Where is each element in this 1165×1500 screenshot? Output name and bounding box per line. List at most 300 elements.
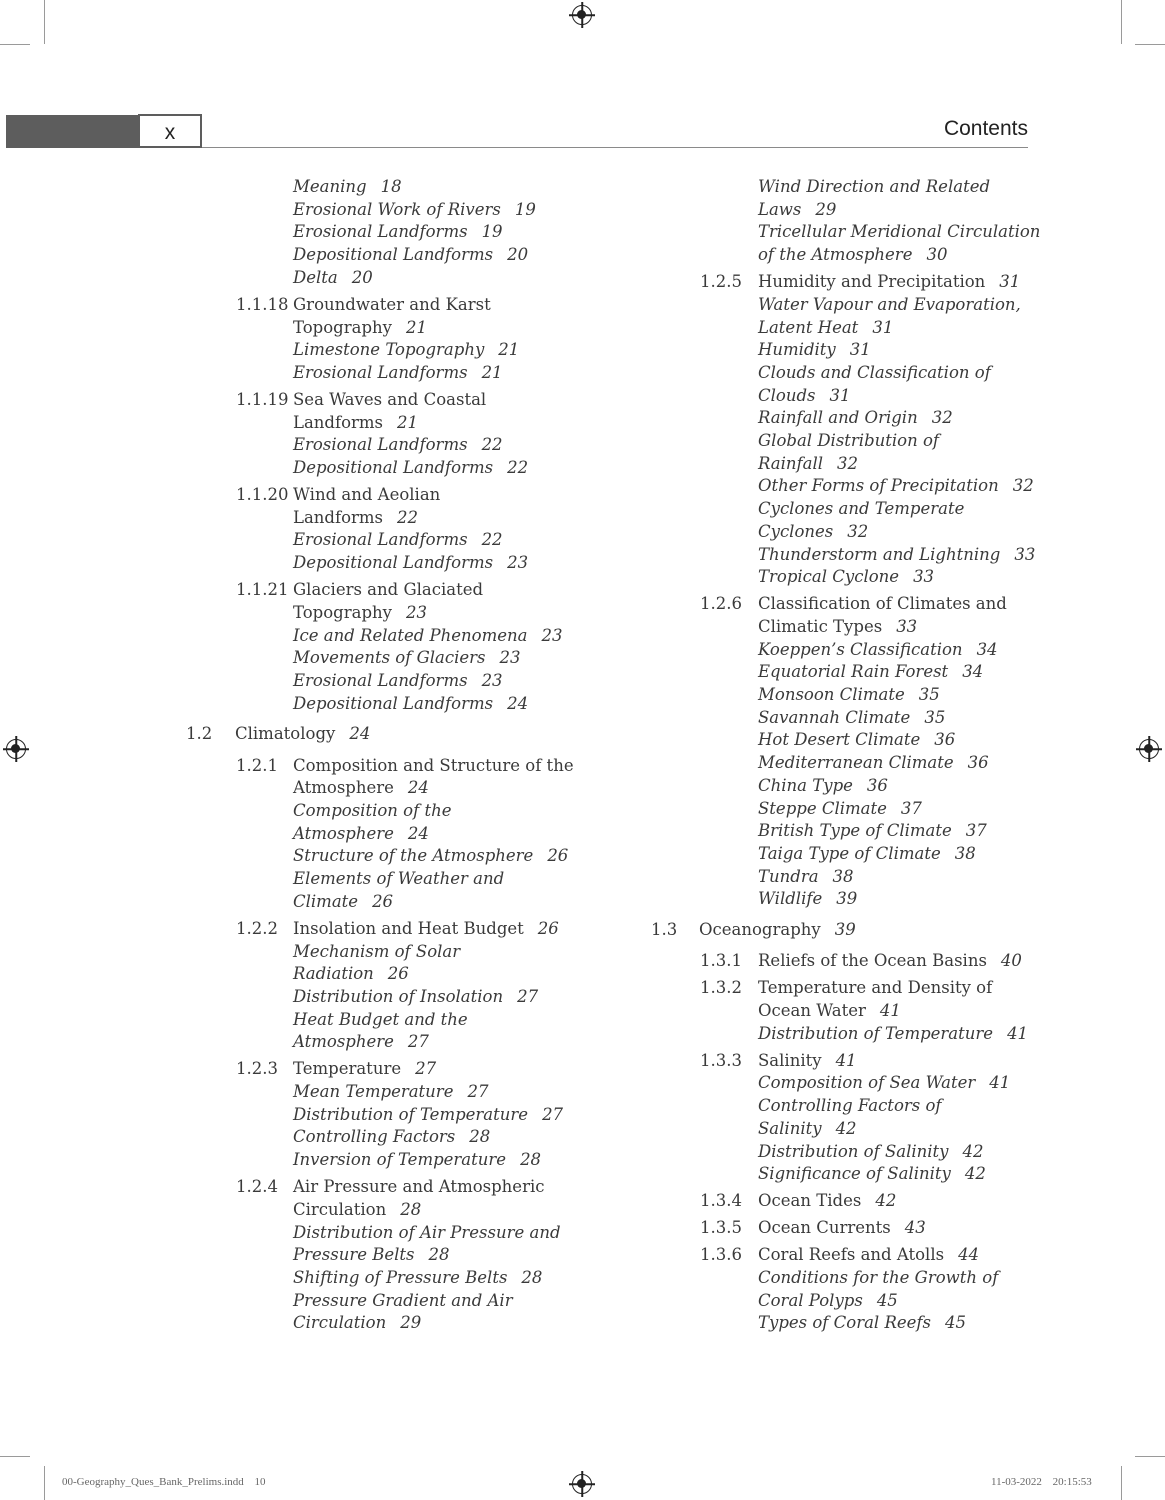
page-reference: 31 (999, 272, 1021, 292)
page-reference: 21 (405, 317, 427, 337)
section-title[interactable] (758, 1217, 926, 1239)
page-reference: 23 (541, 625, 563, 645)
subsection-title[interactable] (293, 362, 503, 384)
section-title[interactable] (758, 271, 1020, 293)
page-reference: 29 (815, 199, 837, 219)
subsection-title[interactable] (758, 1072, 1010, 1094)
section-title[interactable] (293, 507, 418, 529)
page-reference: 32 (847, 521, 869, 541)
subsection-title[interactable] (758, 843, 976, 865)
entry-text: Erosional Landforms (293, 222, 468, 242)
entry-text: Coral Polyps (758, 1290, 863, 1310)
subsection-title[interactable] (293, 176, 402, 198)
entry-text: Ocean Tides (758, 1191, 862, 1211)
page-reference: 20 (507, 245, 529, 265)
page-reference: 21 (498, 340, 520, 360)
subsection-title[interactable] (758, 475, 1034, 497)
page-reference: 28 (521, 1267, 543, 1287)
entry-text: Wind Direction and Related (758, 177, 991, 196)
page-reference: 18 (380, 177, 402, 196)
subsection-title[interactable] (758, 798, 922, 820)
entry-text: China Type (758, 775, 853, 795)
crop-mark (0, 44, 30, 45)
entry-text: Cyclones and Temperate (758, 499, 965, 519)
section-title[interactable] (293, 1058, 436, 1080)
entry-text: Global Distribution of (758, 431, 940, 450)
entry-text: Limestone Topography (293, 340, 485, 360)
page-reference: 24 (349, 724, 371, 744)
subsection-title[interactable] (758, 639, 998, 661)
entry-text: Ice and Related Phenomena (293, 625, 528, 645)
entry-text: Landforms (293, 507, 384, 527)
entry-text: Mechanism of Solar (293, 941, 461, 961)
subsection-title[interactable] (758, 707, 945, 729)
entry-text: Conditions for the Growth of (758, 1267, 999, 1287)
section-title[interactable] (293, 918, 559, 940)
section-title[interactable] (293, 602, 427, 624)
section-title[interactable] (293, 1176, 544, 1198)
entry-text: Depositional Landforms (293, 245, 494, 265)
entry-text: Pressure Belts (293, 1245, 415, 1265)
entry-text: Savannah Climate (758, 707, 911, 727)
subsection-title[interactable] (758, 566, 934, 588)
page-reference: 20 (351, 267, 373, 287)
entry-text: Water Vapour and Evaporation, (758, 294, 1021, 314)
section-title[interactable] (293, 484, 440, 506)
section-title[interactable] (758, 616, 917, 638)
page-reference: 40 (1000, 951, 1022, 971)
page-reference: 31 (849, 340, 871, 360)
subsection-title[interactable] (293, 457, 528, 479)
page-reference: 37 (965, 821, 987, 841)
page-reference: 45 (876, 1290, 898, 1310)
page-reference: 34 (976, 639, 998, 659)
subsection-title[interactable] (758, 498, 964, 520)
page-reference: 21 (397, 412, 419, 432)
subsection-title[interactable] (758, 1141, 984, 1163)
subsection-title[interactable] (293, 868, 504, 890)
entry-text: Circulation (293, 1199, 387, 1219)
page-reference: 33 (1014, 544, 1036, 564)
entry-text: Ocean Currents (758, 1218, 891, 1238)
subsection-title[interactable] (293, 1009, 468, 1031)
entry-text: Oceanography (699, 920, 821, 939)
entry-text: Pressure Gradient and Air (293, 1290, 513, 1310)
page-reference: 27 (467, 1082, 489, 1101)
entry-text: Atmosphere (293, 823, 394, 843)
section-title[interactable] (758, 1190, 896, 1212)
page-reference: 22 (507, 458, 529, 477)
page-reference: 28 (469, 1127, 491, 1147)
entry-text: Wildlife (758, 889, 823, 909)
page-reference: 28 (400, 1199, 422, 1219)
subsection-title[interactable] (758, 294, 1021, 316)
page-reference: 30 (926, 245, 948, 265)
subsection-title[interactable] (758, 199, 836, 221)
crop-mark (44, 1466, 45, 1500)
entry-text: Mediterranean Climate (758, 753, 954, 773)
entry-text: Types of Coral Reefs (758, 1313, 931, 1333)
entry-text: Depositional Landforms (293, 693, 494, 713)
section-number: 1.3.4 (700, 1191, 742, 1211)
entry-text: Elements of Weather and (293, 869, 505, 889)
entry-text: Inversion of Temperature (293, 1150, 507, 1170)
entry-text: Distribution of Salinity (758, 1141, 949, 1161)
entry-text: Delta (293, 267, 338, 287)
entry-text: Temperature (293, 1059, 402, 1079)
crop-mark (1121, 1466, 1122, 1500)
entry-text: Ocean Water (758, 1001, 866, 1020)
entry-text: Steppe Climate (758, 798, 887, 818)
entry-text: of the Atmosphere (758, 245, 913, 265)
entry-text: Humidity (758, 340, 836, 360)
entry-text: Circulation (293, 1313, 387, 1333)
page-reference: 24 (407, 778, 429, 798)
section-title[interactable] (758, 977, 992, 999)
entry-text: Distribution of Air Pressure and (293, 1222, 561, 1242)
entry-text: Temperature and Density of (758, 978, 993, 998)
page-reference: 24 (507, 693, 529, 713)
subsection-title[interactable] (293, 1149, 541, 1171)
entry-text: Climatic Types (758, 616, 883, 636)
subsection-title[interactable] (758, 244, 947, 266)
section-title[interactable] (293, 389, 486, 411)
subsection-title[interactable] (758, 176, 990, 198)
page-reference: 35 (918, 685, 940, 704)
subsection-title[interactable] (293, 1267, 542, 1289)
page-reference: 29 (400, 1313, 422, 1333)
entry-text: Tricellular Meridional Circulation (758, 222, 1041, 242)
section-title[interactable] (293, 1199, 421, 1221)
page-reference: 34 (962, 662, 984, 682)
page-reference: 38 (954, 843, 976, 863)
subsection-title[interactable] (293, 670, 503, 692)
section-title[interactable] (293, 317, 427, 339)
subsection-title[interactable] (758, 521, 868, 543)
page-reference: 23 (481, 670, 503, 690)
entry-text: Significance of Salinity (758, 1164, 951, 1184)
page-reference: 32 (1012, 476, 1034, 496)
entry-text: Erosional Landforms (293, 670, 468, 690)
subsection-title[interactable] (758, 752, 989, 774)
subsection-title[interactable] (758, 317, 893, 339)
entry-text: Meaning (293, 177, 367, 196)
subsection-title[interactable] (293, 267, 373, 289)
entry-text: Other Forms of Precipitation (758, 476, 999, 496)
subsection-title[interactable] (293, 434, 503, 456)
crop-mark (44, 0, 45, 44)
page-reference: 41 (835, 1050, 857, 1070)
page-number-box: x (138, 114, 202, 148)
crop-mark (0, 1456, 30, 1457)
entry-text: Reliefs of the Ocean Basins (758, 951, 987, 971)
subsection-title[interactable] (758, 888, 857, 910)
entry-text: Rainfall and Origin (758, 408, 918, 428)
page-reference: 27 (542, 1104, 564, 1124)
entry-text: Controlling Factors (293, 1127, 456, 1147)
subsection-title[interactable] (758, 339, 871, 361)
subsection-title[interactable] (293, 1126, 490, 1148)
crop-mark (1121, 0, 1122, 44)
subsection-title[interactable] (293, 647, 521, 669)
section-number: 1.2.2 (236, 918, 278, 938)
chapter-title[interactable] (235, 723, 370, 745)
entry-text: Clouds and Classification of (758, 362, 991, 382)
entry-text: Rainfall (758, 453, 824, 473)
section-title[interactable] (758, 1244, 979, 1266)
entry-text: Monsoon Climate (758, 685, 905, 704)
subsection-title[interactable] (293, 1031, 429, 1053)
entry-text: Groundwater and Karst (293, 294, 491, 314)
subsection-title[interactable] (293, 1081, 488, 1103)
section-number: 1.1.21 (236, 580, 289, 600)
entry-text: Composition and Structure of the (293, 755, 574, 775)
entry-text: Composition of the (293, 801, 452, 820)
subsection-title[interactable] (293, 552, 528, 574)
page-reference: 22 (481, 530, 503, 550)
subsection-title[interactable] (758, 221, 1040, 243)
entry-text: Movements of Glaciers (293, 648, 486, 668)
subsection-title[interactable] (758, 1312, 966, 1334)
subsection-title[interactable] (758, 661, 983, 683)
subsection-title[interactable] (758, 453, 858, 475)
registration-mark-icon (572, 1474, 592, 1494)
subsection-title[interactable] (293, 1104, 563, 1126)
entry-text: Erosional Landforms (293, 530, 468, 550)
section-number: 1.2.5 (700, 272, 742, 292)
subsection-title[interactable] (758, 1163, 986, 1185)
section-title[interactable] (293, 755, 574, 777)
subsection-title[interactable] (293, 339, 519, 361)
entry-text: Hot Desert Climate (758, 730, 921, 750)
page-reference: 31 (872, 317, 894, 337)
section-number: 1.2.4 (236, 1177, 278, 1197)
section-title[interactable] (293, 294, 491, 316)
footer-page: 10 (254, 1476, 266, 1488)
entry-text: Erosional Work of Rivers (293, 199, 501, 219)
subsection-title[interactable] (758, 1267, 998, 1289)
subsection-title[interactable] (293, 800, 451, 822)
header-bar (6, 115, 138, 148)
entry-text: Depositional Landforms (293, 458, 494, 477)
section-number: 1.3.6 (700, 1245, 742, 1265)
section-number: 1.2.3 (236, 1059, 278, 1079)
crop-mark (1135, 1456, 1165, 1457)
section-title[interactable] (293, 579, 483, 601)
subsection-title[interactable] (293, 823, 429, 845)
entry-text: Sea Waves and Coastal (293, 389, 487, 409)
section-number: 1.2.1 (236, 755, 278, 775)
page-reference: 41 (879, 1001, 901, 1020)
subsection-title[interactable] (758, 729, 955, 751)
subsection-title[interactable] (293, 625, 562, 647)
entry-text: Erosional Landforms (293, 362, 468, 382)
subsection-title[interactable] (293, 941, 460, 963)
section-number: 1.3.5 (700, 1218, 742, 1238)
subsection-title[interactable] (293, 963, 409, 985)
subsection-title[interactable] (293, 529, 503, 551)
subsection-title[interactable] (293, 891, 393, 913)
section-number: 1.3.1 (700, 951, 742, 971)
entry-text: Salinity (758, 1050, 822, 1070)
subsection-title[interactable] (758, 362, 991, 384)
footer-file: 00-Geography_Ques_Bank_Prelims.indd (62, 1476, 244, 1488)
section-title[interactable] (758, 593, 1007, 615)
page-reference: 39 (834, 920, 856, 939)
entry-text: Distribution of Temperature (758, 1023, 994, 1043)
page-reference: 41 (989, 1073, 1011, 1093)
registration-mark-icon (572, 5, 592, 25)
page-reference: 35 (924, 707, 946, 727)
page-reference: 26 (547, 846, 569, 866)
entry-text: Air Pressure and Atmospheric (293, 1177, 545, 1197)
entry-text: Taiga Type of Climate (758, 843, 941, 863)
page-reference: 24 (407, 823, 429, 843)
page-reference: 28 (520, 1150, 542, 1170)
subsection-title[interactable] (293, 1222, 561, 1244)
page-reference: 33 (896, 616, 918, 636)
entry-text: Cyclones (758, 521, 834, 541)
page-reference: 41 (1007, 1023, 1029, 1043)
section-number: 1.3.3 (700, 1050, 742, 1070)
section-title[interactable] (758, 1000, 901, 1022)
section-title[interactable] (293, 777, 429, 799)
subsection-title[interactable] (758, 1290, 898, 1312)
page-reference: 42 (835, 1118, 857, 1138)
entry-text: Wind and Aeolian (293, 485, 441, 504)
subsection-title[interactable] (758, 1118, 857, 1140)
entry-text: Topography (293, 602, 392, 622)
section-title[interactable] (293, 412, 418, 434)
page-reference: 27 (517, 986, 539, 1006)
page-reference: 23 (499, 648, 521, 668)
footer-date: 11-03-2022 (991, 1476, 1042, 1488)
entry-text: Glaciers and Glaciated (293, 580, 484, 600)
entry-text: Heat Budget and the (293, 1009, 468, 1029)
entry-text: Insolation and Heat Budget (293, 918, 524, 938)
chapter-title[interactable] (699, 919, 856, 941)
page-reference: 19 (514, 199, 536, 219)
page-reference: 21 (481, 362, 503, 382)
subsection-title[interactable] (758, 407, 953, 429)
subsection-title[interactable] (758, 820, 987, 842)
page-reference: 32 (931, 408, 953, 428)
subsection-title[interactable] (293, 244, 528, 266)
entry-text: Distribution of Insolation (293, 986, 504, 1006)
entry-text: Depositional Landforms (293, 553, 494, 573)
footer-timestamp (991, 1476, 1092, 1488)
page-reference: 26 (387, 964, 409, 984)
registration-mark-icon (6, 739, 26, 759)
entry-text: Tundra (758, 866, 819, 886)
page-reference: 42 (962, 1141, 984, 1161)
entry-text: Koeppen’s Classification (758, 639, 963, 659)
subsection-title[interactable] (293, 845, 568, 867)
subsection-title[interactable] (758, 430, 939, 452)
page-title: Contents (943, 117, 1028, 140)
page-reference: 22 (481, 435, 503, 455)
subsection-title[interactable] (293, 693, 528, 715)
page-reference: 37 (900, 798, 922, 818)
entry-text: Shifting of Pressure Belts (293, 1267, 508, 1287)
subsection-title[interactable] (293, 1312, 421, 1334)
page-reference: 26 (537, 918, 559, 938)
page-reference: 36 (934, 730, 956, 750)
entry-text: Climatology (235, 724, 336, 744)
page-reference: 27 (415, 1059, 437, 1079)
subsection-title[interactable] (293, 199, 536, 221)
page-reference: 19 (481, 222, 503, 242)
subsection-title[interactable] (293, 986, 538, 1008)
page-reference: 22 (397, 507, 419, 527)
entry-text: Atmosphere (293, 778, 394, 798)
entry-text: Erosional Landforms (293, 435, 468, 455)
entry-text: Equatorial Rain Forest (758, 662, 949, 682)
page-reference: 31 (829, 385, 851, 405)
page-reference: 26 (372, 891, 394, 911)
page-reference: 36 (866, 775, 888, 795)
page-reference: 44 (958, 1245, 980, 1265)
entry-text: Distribution of Temperature (293, 1104, 529, 1124)
subsection-title[interactable] (293, 221, 503, 243)
chapter-number: 1.2 (186, 724, 213, 744)
subsection-title[interactable] (758, 866, 854, 888)
section-number: 1.1.20 (236, 485, 289, 504)
page-reference: 27 (407, 1032, 429, 1052)
page-reference: 23 (507, 553, 529, 573)
section-title[interactable] (758, 950, 1022, 972)
subsection-title[interactable] (758, 544, 1035, 566)
subsection-title[interactable] (293, 1290, 513, 1312)
page-reference: 23 (405, 602, 427, 622)
registration-mark-icon (1139, 739, 1159, 759)
entry-text: Structure of the Atmosphere (293, 846, 534, 866)
subsection-title[interactable] (758, 775, 888, 797)
entry-text: Tropical Cyclone (758, 567, 900, 587)
entry-text: Humidity and Precipitation (758, 272, 986, 292)
crop-mark (1135, 44, 1165, 45)
section-number: 1.2.6 (700, 594, 742, 614)
entry-text: British Type of Climate (758, 821, 952, 841)
chapter-number: 1.3 (651, 920, 678, 939)
entry-text: Landforms (293, 412, 384, 432)
entry-text: Composition of Sea Water (758, 1073, 976, 1093)
page-reference: 39 (836, 889, 858, 909)
section-number: 1.3.2 (700, 978, 742, 998)
entry-text: Radiation (293, 964, 374, 984)
page-reference: 42 (964, 1164, 986, 1184)
entry-text: Mean Temperature (293, 1082, 454, 1101)
page-reference: 45 (944, 1313, 966, 1333)
section-title[interactable] (758, 1050, 857, 1072)
subsection-title[interactable] (758, 385, 851, 407)
entry-text: Laws (758, 199, 802, 219)
page-reference: 28 (428, 1245, 450, 1265)
section-number: 1.1.19 (236, 389, 289, 409)
subsection-title[interactable] (293, 1244, 449, 1266)
page-reference: 42 (875, 1191, 897, 1211)
page-reference: 36 (967, 753, 989, 773)
page-reference: 38 (832, 866, 854, 886)
footer-file-name (62, 1476, 266, 1488)
header-rule (202, 147, 1028, 148)
entry-text: Coral Reefs and Atolls (758, 1245, 945, 1265)
subsection-title[interactable] (758, 1023, 1028, 1045)
subsection-title[interactable] (758, 1095, 942, 1117)
subsection-title[interactable] (758, 684, 940, 706)
page-reference: 32 (837, 453, 859, 473)
entry-text: Atmosphere (293, 1032, 394, 1052)
